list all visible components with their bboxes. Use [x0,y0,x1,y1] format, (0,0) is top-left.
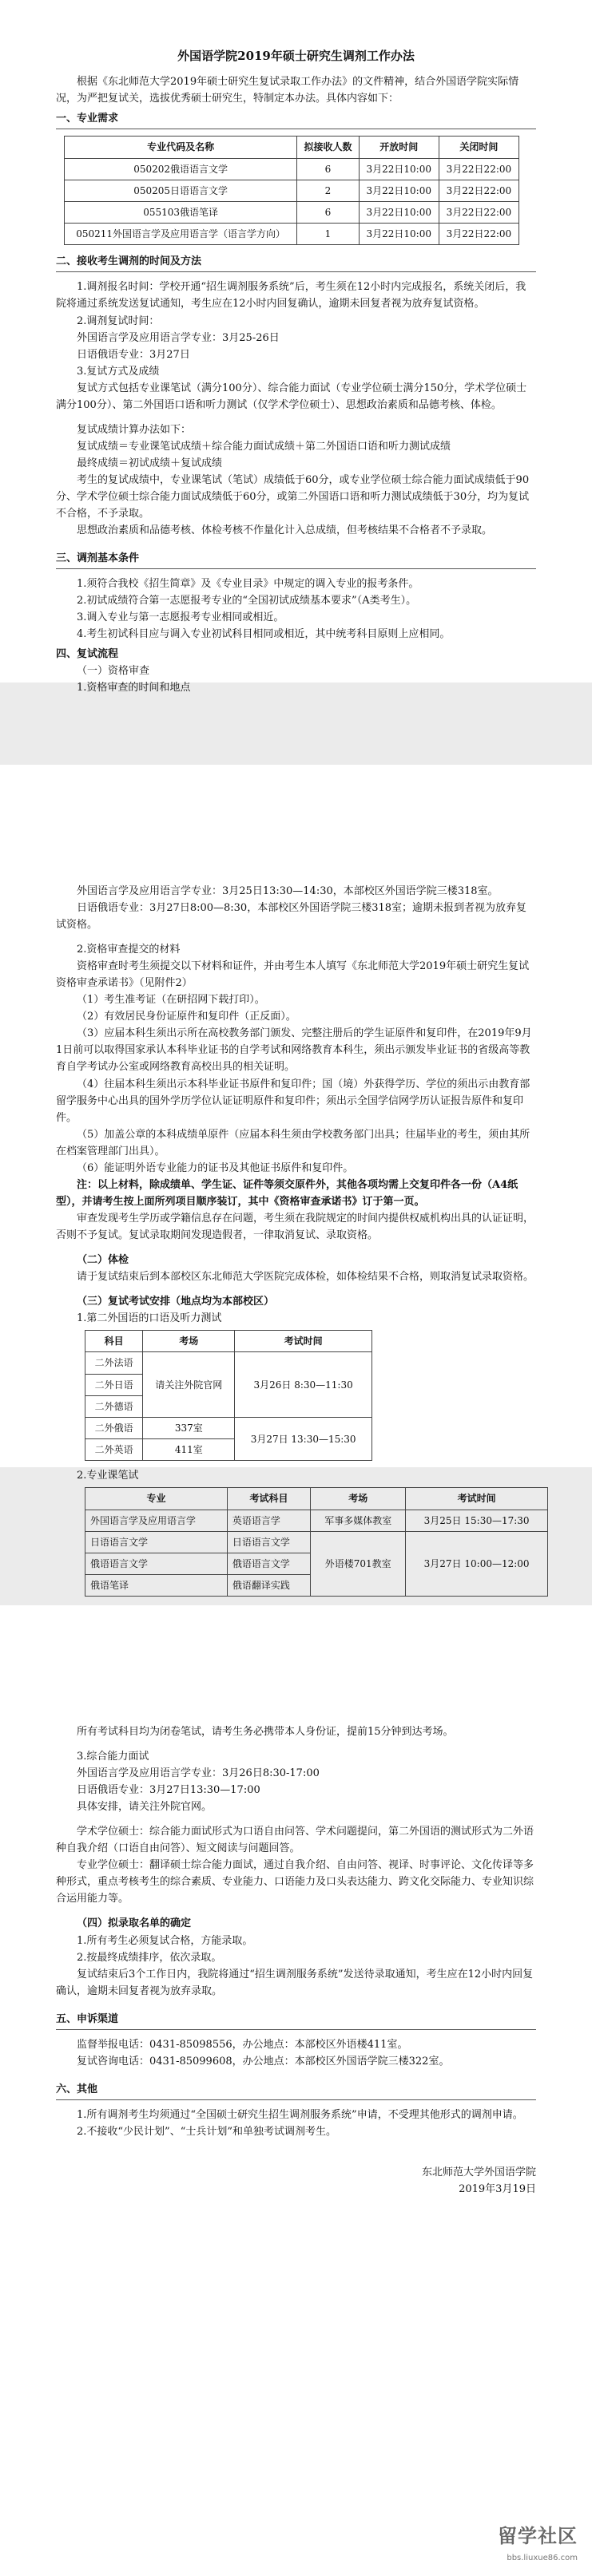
paragraph: 复试成绩计算办法如下： [77,423,192,436]
section-heading: 五、申诉渠道 [56,2012,119,2025]
table-cell: 俄语语言文学 [85,1553,228,1574]
table-header-cell: 拟接收人数 [297,137,359,158]
doc-title: 外国语学院2019年硕士研究生调剂工作办法 [177,49,415,63]
table-cell: 6 [297,158,359,180]
table-cell: 3月22日22:00 [439,224,518,245]
paragraph: 学术学位硕士：综合能力面试形式为口语自由问答、学术问题提问，第二外国语的测试形式为二外语种自我介绍（口语自由问答）、短文阅读与问题回答。 [56,1826,534,1855]
table-cell: 3月22日10:00 [359,158,439,180]
paragraph: 1.第二外国语的口语及听力测试 [77,1312,222,1325]
paragraph: 日语俄语专业：3月27日13:30—17:00 [77,1784,260,1797]
section-divider [56,271,536,272]
table-row [85,1417,372,1438]
table-cell: 3月26日 8:30—11:30 [235,1352,372,1418]
paragraph: 思想政治素质和品德考核、体检考核不作量化计入总成绩，但考核结果不合格者不予录取。 [77,524,493,537]
paragraph: 复试咨询电话：0431-85099608，办公地点：本部校区外国语学院三楼322室。 [77,2055,450,2068]
signature-block [56,2164,536,2198]
list-item: 2.按最终成绩排序，依次录取。 [77,1951,222,1964]
formula: 最终成绩＝初试成绩＋复试成绩 [77,457,223,469]
list-item: 1.所有考生必须复试合格，方能录取。 [77,1934,253,1947]
table-header-cell: 专业 [85,1488,228,1510]
table-cell: 俄语翻译实践 [227,1575,310,1597]
document-page-2 [0,765,592,1592]
paragraph: 2.资格审查提交的材料 [77,944,181,956]
table-cell: 6 [297,202,359,224]
table-cell: 3月22日22:00 [439,202,518,224]
table-header-cell: 科目 [85,1331,143,1352]
table-cell: 俄语笔译 [85,1575,228,1597]
table-cell: 请关注外院官网 [143,1352,235,1418]
intro-paragraph: 根据《东北师范大学2019年硕士研究生复试录取工作办法》的文件精神，结合外国语学院实际情况，为严把复试关，选拔优秀硕士研究生，特制定本办法。具体内容如下： [56,76,519,105]
table-cell: 二外德语 [85,1395,143,1417]
table-cell: 055103俄语笔译 [65,202,297,224]
section-divider [56,2099,536,2100]
table-cell: 050211外国语言学及应用语言学（语言学方向） [65,224,297,245]
table-cell: 1 [297,224,359,245]
table-cell: 日语语言文学 [227,1531,310,1553]
table-cell: 二外英语 [85,1439,143,1461]
paragraph: 考生的复试成绩中，专业课笔试（笔试）成绩低于60分，或专业学位硕士综合能力面试成绩低于90分、学术学位硕士综合能力面试成绩低于60分，或第二外国语口语和听力测试成绩低于30分，均为复试不合格，不予录取。 [56,473,530,520]
table-cell: 英语语言学 [227,1510,310,1531]
written-exam-table [85,1487,548,1597]
second-language-test-table [85,1330,372,1461]
table-cell: 050202俄语语言文学 [65,158,297,180]
table-cell: 411室 [143,1439,235,1461]
paragraph: 所有考试科目均为闭卷笔试，请考生务必携带本人身份证，提前15分钟到达考场。 [77,1726,454,1738]
section-heading: 二、接收考生调剂的时间及方法 [56,255,202,268]
table-header-row [85,1331,372,1352]
watermark-url: bbs.liuxue86.com [507,2553,578,2562]
table-cell: 3月22日10:00 [359,202,439,224]
table-cell: 俄语语言文学 [227,1553,310,1574]
list-item: （5）加盖公章的本科成绩单原件（应届本科生须由学校教务部门出具；往届毕业的考生，须由其所在档案管理部门出具）。 [56,1128,530,1157]
document-page-3 [0,1605,592,2576]
section-divider [56,568,536,569]
table-header-cell: 考试时间 [406,1488,548,1510]
paragraph: 复试方式包括专业课笔试（满分100分）、综合能力面试（专业学位硕士满分150分，学术学位硕士满分100分）、第二外国语口语和听力测试（仅学术学位硕士）、思想政治素质和品德考核、体检。 [56,382,527,411]
table-cell: 3月25日 15:30—17:30 [406,1510,548,1531]
table-cell: 050205日语语言文学 [65,180,297,201]
table-header-cell: 开放时间 [359,137,439,158]
section-heading: 一、专业需求 [56,113,119,125]
table-cell: 3月27日 10:00—12:00 [406,1531,548,1597]
list-item: （2）有效居民身份证原件和复印件（正反面）。 [77,1011,296,1023]
paragraph: 外国语言学及应用语言学专业：3月26日8:30-17:00 [77,1767,320,1780]
table-row [65,224,519,245]
list-item: 2.初试成绩符合第一志愿报考专业的“全国初试成绩基本要求”（A类考生）。 [77,595,417,607]
paragraph: 外国语言学及应用语言学专业：3月25-26日 [77,331,280,344]
list-item: （1）考生准考证（在研招网下载打印）。 [77,994,265,1007]
table-header-cell: 考试时间 [235,1331,372,1352]
list-item: （3）应届本科生须出示所在高校教务部门颁发、完整注册后的学生证原件和复印件，在2019年9月1日前可以取得国家承认本科毕业证书的自学考试和网络教育本科生，须出示颁发毕业证书的省级高等教育自学考试办公室或网络教育高校出具的相关证明。 [56,1027,532,1074]
list-item: 2.不接收“少民计划”、“士兵计划”和单独考试调剂考生。 [77,2125,336,2138]
paragraph: 2.专业课笔试 [77,1470,139,1482]
table-row [85,1531,548,1553]
paragraph: 审查发现考生学历或学籍信息存在问题，考生须在我院规定的时间内提供权威机构出具的认证证明，否则不予复试。复试录取期间发现造假者，一律取消复试、录取资格。 [56,1212,534,1241]
list-item: 4.考生初试科目应与调入专业初试科目相同或相近，其中统考科目原则上应相同。 [77,628,451,641]
section-heading: 六、其他 [56,2083,98,2095]
signature-org: 东北师范大学外国语学院 [421,2166,536,2178]
paragraph: 监督举报电话：0431-85098556，办公地点：本部校区外语楼411室。 [77,2038,408,2051]
watermark [498,2521,578,2565]
paragraph: 专业学位硕士：翻译硕士综合能力面试，通过自我介绍、自由问答、视译、时事评论、文化传译等多种形式，重点考核考生的综合素质、专业能力、口语能力及口头表达能力、跨文化交际能力、专业知识综合运用能力等。 [56,1859,534,1905]
table-header-cell: 专业代码及名称 [65,137,297,158]
list-item: 1.所有调剂考生均须通过“全国硕士研究生招生调剂服务系统”申请，不受理其他形式的调剂申请。 [77,2108,523,2121]
table-row [65,202,519,224]
table-header-cell: 关闭时间 [439,137,518,158]
formula: 复试成绩＝专业课笔试成绩＋综合能力面试成绩＋第二外国语口语和听力测试成绩 [77,440,451,453]
paragraph: 1.调剂报名时间：学校开通“招生调剂服务系统”后，考生须在12小时内完成报名，系统关闭后，我院将通过系统发送复试通知，考生应在12小时内回复确认，逾期未回复者视为放弃复试资格。 [56,281,526,311]
paragraph: 复试结束后3个工作日内，我院将通过“招生调剂服务系统”发送待录取通知，考生应在12小时内回复确认，逾期未回复者视为放弃录取。 [56,1968,534,1997]
paragraph: 3.综合能力面试 [77,1751,149,1763]
table-header-row [65,137,519,158]
paragraph: 2.调剂复试时间： [77,315,160,327]
table-cell: 二外法语 [85,1352,143,1374]
table-cell: 二外日语 [85,1374,143,1395]
table-cell: 337室 [143,1417,235,1438]
paragraph: 3.复试方式及成绩 [77,365,160,378]
paragraph: 日语俄语专业：3月27日8:00—8:30，本部校区外国语学院三楼318室；逾期未报到者视为放弃复试资格。 [56,902,527,932]
subsection-heading: （三）复试考试安排（地点均为本部校区） [77,1296,275,1308]
major-demand-table [64,136,519,245]
paragraph: 请于复试结束后到本部校区东北师范大学医院完成体检，如体检结果不合格，则取消复试录取资格。 [77,1271,534,1284]
table-cell: 外国语言学及应用语言学 [85,1510,228,1531]
table-cell: 二外俄语 [85,1417,143,1438]
table-header-cell: 考场 [311,1488,406,1510]
table-header-cell: 考场 [143,1331,235,1352]
document-page-1 [0,0,592,694]
subsection-heading: （一）资格审查 [77,665,150,678]
table-row [65,158,519,180]
paragraph: 1.资格审查的时间和地点 [77,682,191,694]
paragraph: 具体安排，请关注外院官网。 [77,1801,213,1814]
table-cell: 军事多媒体教室 [311,1510,406,1531]
table-row [65,180,519,201]
list-item: （4）往届本科生须出示本科毕业证书原件和复印件；国（境）外获得学历、学位的须出示由教育部留学服务中心出具的国外学历学位认证证明原件和复印件；须出示全国学信网学历认证报告原件和复印件。 [56,1078,530,1124]
section-heading: 三、调剂基本条件 [56,552,140,565]
subsection-heading: （二）体检 [77,1253,129,1266]
table-row [85,1352,372,1374]
watermark-text: 留学社区 [498,2524,578,2547]
signature-date: 2019年3月19日 [459,2183,536,2196]
section-heading: 四、复试流程 [56,648,119,661]
table-cell: 日语语言文学 [85,1531,228,1553]
table-cell: 3月22日10:00 [359,224,439,245]
table-cell: 3月22日22:00 [439,180,518,201]
table-cell: 3月22日10:00 [359,180,439,201]
list-item: （6）能证明外语专业能力的证书及其他证书原件和复印件。 [77,1161,354,1174]
table-cell: 3月27日 13:30—15:30 [235,1417,372,1460]
table-cell: 外语楼701教室 [311,1531,406,1597]
paragraph: 资格审查时考生须提交以下材料和证件，并由考生本人填写《东北师范大学2019年硕士研究生复试资格审查承诺书》（见附件2） [56,960,530,990]
table-row [85,1510,548,1531]
table-cell: 2 [297,180,359,201]
table-header-cell: 考试科目 [227,1488,310,1510]
list-item: 1.须符合我校《招生简章》及《专业目录》中规定的调入专业的报考条件。 [77,578,419,591]
paragraph: 日语俄语专业：3月27日 [77,348,190,361]
table-cell: 3月22日22:00 [439,158,518,180]
note-paragraph: 注：以上材料，除成绩单、学生证、证件等须交原件外，其他各项均需上交复印件各一份（A4纸型），并请考生按上面所列项目顺序装订，其中《资格审查承诺书》订于第一页。 [56,1178,518,1208]
table-header-row [85,1488,548,1510]
subsection-heading: （四）拟录取名单的确定 [77,1917,192,1930]
section-divider [56,2029,536,2030]
list-item: 3.调入专业与第一志愿报考专业相同或相近。 [77,611,284,624]
paragraph: 外国语言学及应用语言学专业：3月25日13:30—14:30，本部校区外国语学院三楼318室。 [77,885,499,897]
